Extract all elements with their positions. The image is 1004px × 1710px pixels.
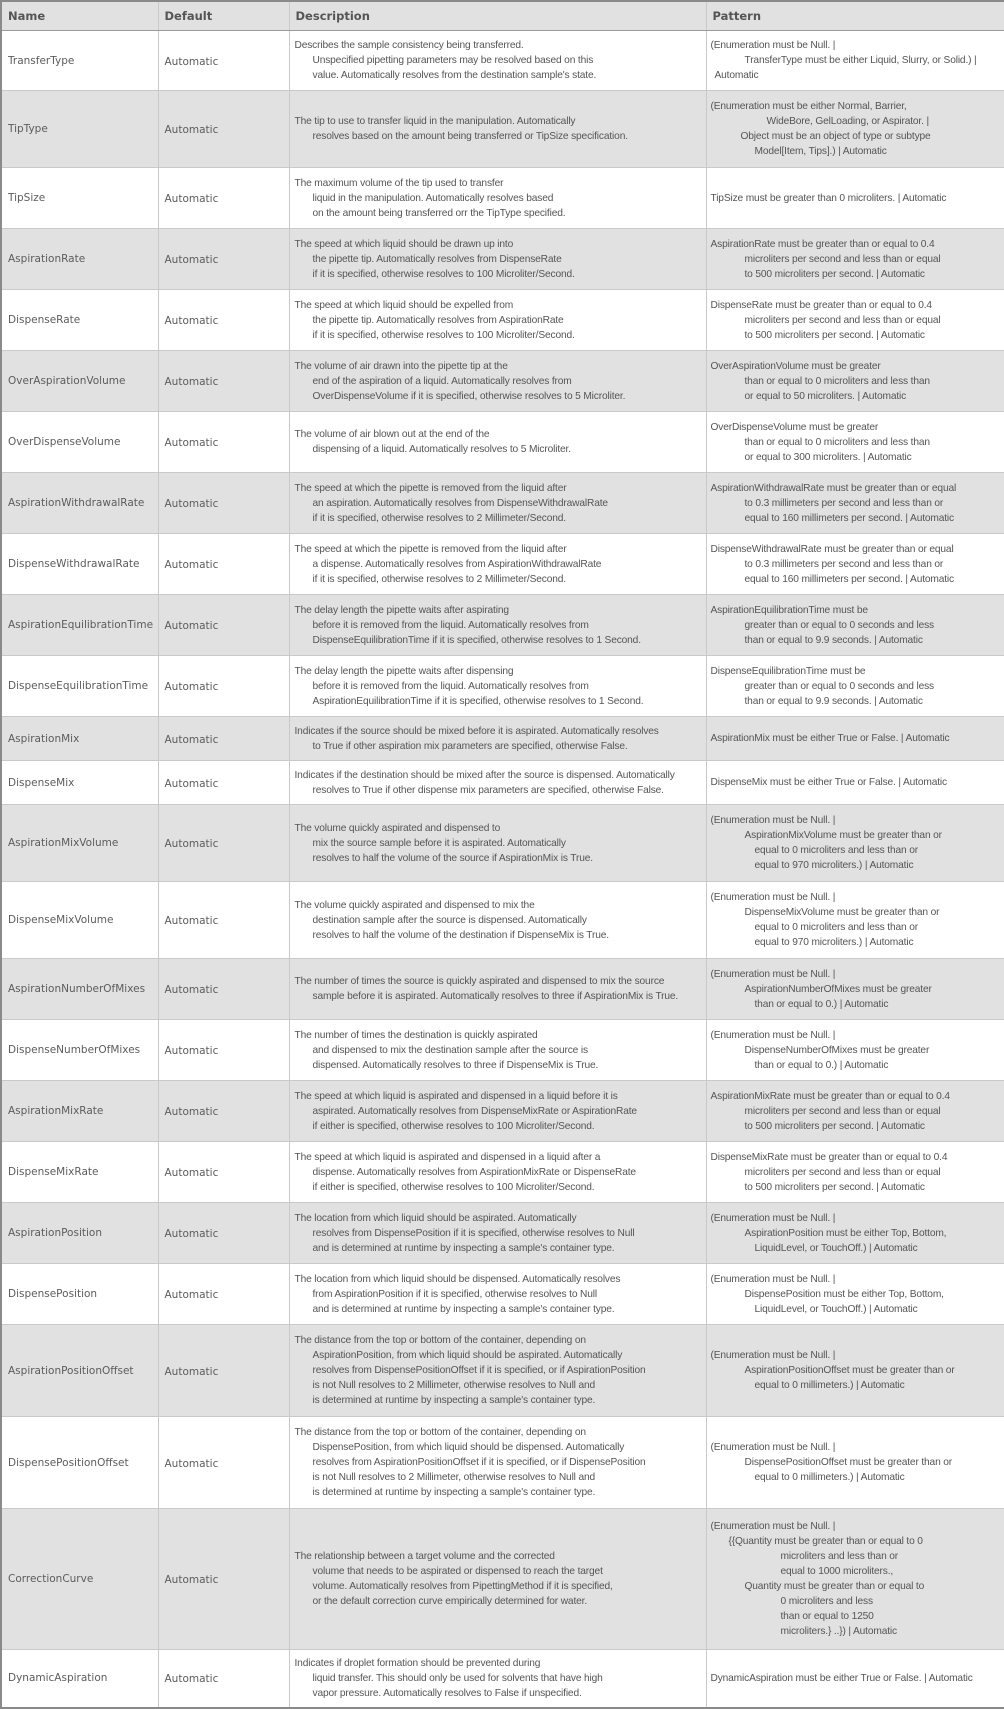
description-line: vapor pressure. Automatically resolves to False if unspecified. <box>312 1687 582 1699</box>
pattern-line: WideBore, GelLoading, or Aspirator. | <box>766 116 929 127</box>
option-description <box>289 761 706 805</box>
pattern-line: (Enumeration must be Null. | <box>710 40 836 51</box>
description-line: is determined at runtime by inspecting a sample's container type. <box>312 1395 596 1406</box>
description-line: a dispense. Automatically resolves from AspirationWithdrawalRate <box>312 558 602 570</box>
description-line: if it is specified, otherwise resolves to 2 Millimeter/Second. <box>312 512 566 524</box>
option-pattern <box>706 91 1004 168</box>
option-pattern <box>706 1081 1004 1142</box>
description-line: resolves from AspirationPositionOffset if it is specified, or if DispensePosition <box>312 1457 646 1468</box>
description-line: The speed at which liquid is aspirated and dispensed in a liquid before it is <box>294 1090 618 1102</box>
table-row <box>1 473 1004 534</box>
option-default: Automatic <box>158 1203 289 1264</box>
option-default: Automatic <box>158 1081 289 1142</box>
description-line: the pipette tip. Automatically resolves from DispenseRate <box>312 253 562 265</box>
option-description <box>289 1203 706 1264</box>
option-description <box>289 1081 706 1142</box>
option-description <box>289 656 706 717</box>
option-description <box>289 1264 706 1325</box>
option-description <box>289 882 706 959</box>
header-description: Description <box>289 1 706 31</box>
pattern-line: (Enumeration must be Null. | <box>710 1029 836 1041</box>
pattern-line: (Enumeration must be Null. | <box>710 968 836 980</box>
description-line: dispense. Automatically resolves from AspirationMixRate or DispenseRate <box>312 1166 636 1178</box>
table-row <box>1 229 1004 290</box>
option-name: AspirationNumberOfMixes <box>1 959 158 1020</box>
description-line: and dispensed to mix the destination sample after the source is <box>312 1044 588 1056</box>
option-default: Automatic <box>158 534 289 595</box>
table-row <box>1 1203 1004 1264</box>
pattern-line: AspirationRate must be greater than or equal to 0.4 <box>710 238 935 250</box>
description-line: resolves from DispensePositionOffset if it is specified, or if AspirationPosition <box>312 1365 646 1376</box>
header-name: Name <box>1 1 158 31</box>
pattern-line: greater than or equal to 0 seconds and less <box>744 680 935 692</box>
table-row <box>1 1020 1004 1081</box>
table-row <box>1 959 1004 1020</box>
description-line: volume. Automatically resolves from PipettingMethod if it is specified, <box>312 1581 613 1592</box>
description-line: aspirated. Automatically resolves from DispenseMixRate or AspirationRate <box>312 1105 637 1117</box>
option-name: DispenseMixVolume <box>1 882 158 959</box>
description-line: The distance from the top or bottom of the container, depending on <box>294 1427 586 1438</box>
description-line: is not Null resolves to 2 Millimeter, otherwise resolves to Null and <box>312 1472 596 1483</box>
option-description <box>289 534 706 595</box>
pattern-line: greater than or equal to 0 seconds and less <box>744 619 935 631</box>
option-default: Automatic <box>158 805 289 882</box>
description-line: liquid transfer. This should only be used for solvents that have high <box>312 1672 603 1684</box>
option-name: OverAspirationVolume <box>1 351 158 412</box>
description-line: if it is specified, otherwise resolves to 100 Microliter/Second. <box>312 329 575 341</box>
option-default: Automatic <box>158 959 289 1020</box>
option-pattern <box>706 31 1004 91</box>
pattern-line: or equal to 50 microliters. | Automatic <box>744 390 907 402</box>
option-pattern <box>706 1325 1004 1417</box>
description-line: sample before it is aspirated. Automatically resolves to three if AspirationMix is True. <box>312 991 679 1002</box>
pattern-line: microliters per second and less than or equal <box>744 314 941 326</box>
description-line: resolves to half the volume of the destination if DispenseMix is True. <box>312 929 609 941</box>
pattern-line: than or equal to 1250 <box>780 1611 874 1622</box>
option-description <box>289 959 706 1020</box>
description-line: an aspiration. Automatically resolves from DispenseWithdrawalRate <box>312 497 608 509</box>
option-pattern <box>706 595 1004 656</box>
option-description <box>289 412 706 473</box>
option-description <box>289 805 706 882</box>
pattern-line: LiquidLevel, or TouchOff.) | Automatic <box>754 1303 918 1315</box>
description-line: DispenseEquilibrationTime if it is specified, otherwise resolves to 1 Second. <box>312 634 641 646</box>
description-line: resolves to True if other dispense mix parameters are specified, otherwise False. <box>312 784 664 796</box>
option-name: TransferType <box>1 31 158 91</box>
pattern-line: DispenseEquilibrationTime must be <box>710 665 866 677</box>
table-row <box>1 91 1004 168</box>
pattern-line: equal to 0 millimeters.) | Automatic <box>754 1380 905 1391</box>
pattern-line: (Enumeration must be Null. | <box>710 1521 836 1532</box>
option-pattern <box>706 168 1004 229</box>
description-line: AspirationEquilibrationTime if it is specified, otherwise resolves to 1 Second. <box>312 695 644 707</box>
option-default: Automatic <box>158 1142 289 1203</box>
option-pattern <box>706 1417 1004 1509</box>
option-description <box>289 168 706 229</box>
pattern-line: (Enumeration must be Null. | <box>710 815 836 826</box>
option-pattern <box>706 717 1004 761</box>
pattern-line: to 500 microliters per second. | Automatic <box>744 329 925 341</box>
table-row <box>1 717 1004 761</box>
option-description <box>289 351 706 412</box>
pattern-line: DispenseMixVolume must be greater than or <box>744 907 940 918</box>
description-line: Indicates if the source should be mixed before it is aspirated. Automatically resolves <box>294 725 659 737</box>
pattern-line: DispenseNumberOfMixes must be greater <box>744 1044 930 1056</box>
description-line: Unspecified pipetting parameters may be resolved based on this <box>312 55 594 66</box>
option-name: AspirationMixVolume <box>1 805 158 882</box>
table-row <box>1 1264 1004 1325</box>
option-description <box>289 1650 706 1708</box>
pattern-line: equal to 160 millimeters per second. | Automatic <box>744 573 954 585</box>
option-name: DispenseRate <box>1 290 158 351</box>
description-line: The speed at which liquid is aspirated and dispensed in a liquid after a <box>294 1151 601 1163</box>
option-default: Automatic <box>158 1417 289 1509</box>
pattern-line: than or equal to 0 microliters and less than <box>744 436 930 448</box>
option-name: AspirationRate <box>1 229 158 290</box>
pattern-line: microliters and less than or <box>780 1551 899 1562</box>
option-description <box>289 1325 706 1417</box>
option-description <box>289 1142 706 1203</box>
pattern-line: DispenseMix must be either True or False. | Automatic <box>710 777 947 788</box>
description-line: OverDispenseVolume if it is specified, otherwise resolves to 5 Microliter. <box>312 390 626 402</box>
pattern-line: AspirationPosition must be either Top, Bottom, <box>744 1227 947 1239</box>
pattern-line: (Enumeration must be Null. | <box>710 1442 836 1453</box>
description-line: The speed at which the pipette is removed from the liquid after <box>294 482 567 494</box>
description-line: The location from which liquid should be aspirated. Automatically <box>294 1212 577 1224</box>
description-line: Describes the sample consistency being transferred. <box>294 40 524 51</box>
table-row <box>1 1509 1004 1650</box>
description-line: resolves from DispensePosition if it is specified, otherwise resolves to Null <box>312 1227 635 1239</box>
pattern-line: to 0.3 millimeters per second and less than or <box>744 558 944 570</box>
header-pattern: Pattern <box>706 1 1004 31</box>
table-row <box>1 805 1004 882</box>
description-line: The volume of air blown out at the end of the <box>294 429 490 440</box>
option-pattern <box>706 1650 1004 1708</box>
description-line: AspirationPosition, from which liquid should be aspirated. Automatically <box>312 1350 623 1361</box>
option-pattern <box>706 1509 1004 1650</box>
table-row <box>1 1650 1004 1708</box>
option-name: AspirationWithdrawalRate <box>1 473 158 534</box>
option-default: Automatic <box>158 412 289 473</box>
option-default: Automatic <box>158 595 289 656</box>
description-line: The volume of air drawn into the pipette tip at the <box>294 360 508 372</box>
option-pattern <box>706 656 1004 717</box>
option-name: DispenseEquilibrationTime <box>1 656 158 717</box>
pattern-line: 0 microliters and less <box>780 1596 873 1607</box>
option-name: DispenseNumberOfMixes <box>1 1020 158 1081</box>
description-line: value. Automatically resolves from the destination sample's state. <box>312 70 597 81</box>
description-line: if it is specified, otherwise resolves to 2 Millimeter/Second. <box>312 573 566 585</box>
description-line: the pipette tip. Automatically resolves from AspirationRate <box>312 314 564 326</box>
option-pattern <box>706 959 1004 1020</box>
option-default: Automatic <box>158 351 289 412</box>
pattern-line: DispenseRate must be greater than or equal to 0.4 <box>710 299 932 311</box>
description-line: if either is specified, otherwise resolves to 100 Microliter/Second. <box>312 1181 595 1193</box>
pattern-line: equal to 0 microliters and less than or <box>754 922 918 933</box>
option-pattern <box>706 290 1004 351</box>
pattern-line: or equal to 300 microliters. | Automatic <box>744 451 912 463</box>
option-name: TipSize <box>1 168 158 229</box>
description-line: The delay length the pipette waits after aspirating <box>294 604 509 616</box>
description-line: The relationship between a target volume and the corrected <box>294 1551 555 1562</box>
option-description <box>289 717 706 761</box>
header-row <box>1 1 1004 31</box>
pattern-line: AspirationPositionOffset must be greater than or <box>744 1365 955 1376</box>
option-default: Automatic <box>158 882 289 959</box>
option-default: Automatic <box>158 168 289 229</box>
option-default: Automatic <box>158 229 289 290</box>
description-line: The volume quickly aspirated and dispensed to mix the <box>294 899 535 911</box>
table-row <box>1 412 1004 473</box>
description-line: before it is removed from the liquid. Automatically resolves from <box>312 619 589 631</box>
description-line: The speed at which liquid should be expelled from <box>294 299 514 311</box>
description-line: liquid in the manipulation. Automatically resolves based <box>312 192 554 204</box>
option-default: Automatic <box>158 1325 289 1417</box>
description-line: destination sample after the source is dispensed. Automatically <box>312 914 587 926</box>
option-name: CorrectionCurve <box>1 1509 158 1650</box>
description-line: The distance from the top or bottom of the container, depending on <box>294 1335 586 1346</box>
pattern-line: to 500 microliters per second. | Automatic <box>744 268 925 280</box>
pattern-line: equal to 160 millimeters per second. | Automatic <box>744 512 954 524</box>
option-pattern <box>706 761 1004 805</box>
pattern-line: than or equal to 0.) | Automatic <box>754 998 889 1010</box>
description-line: The maximum volume of the tip used to transfer <box>294 177 504 189</box>
pattern-line: TipSize must be greater than 0 microliters. | Automatic <box>710 192 947 204</box>
description-line: and is determined at runtime by inspecting a sample's container type. <box>312 1303 615 1315</box>
pattern-line: AspirationMix must be either True or False. | Automatic <box>710 733 950 744</box>
option-name: AspirationMix <box>1 717 158 761</box>
description-line: The delay length the pipette waits after dispensing <box>294 665 514 677</box>
pattern-line: equal to 1000 microliters., <box>780 1566 894 1577</box>
pattern-line: DispenseMixRate must be greater than or equal to 0.4 <box>710 1151 948 1163</box>
option-default: Automatic <box>158 1020 289 1081</box>
table-row <box>1 1081 1004 1142</box>
pattern-line: Quantity must be greater than or equal to <box>744 1581 925 1592</box>
pattern-line: AspirationNumberOfMixes must be greater <box>744 983 932 995</box>
option-default: Automatic <box>158 1650 289 1708</box>
option-pattern <box>706 805 1004 882</box>
description-line: from AspirationPosition if it is specified, otherwise resolves to Null <box>312 1288 597 1300</box>
option-default: Automatic <box>158 290 289 351</box>
option-description <box>289 1020 706 1081</box>
option-pattern <box>706 1203 1004 1264</box>
pattern-line: than or equal to 9.9 seconds. | Automatic <box>744 695 923 707</box>
description-line: is determined at runtime by inspecting a sample's container type. <box>312 1487 596 1498</box>
header-default: Default <box>158 1 289 31</box>
table-row <box>1 882 1004 959</box>
description-line: The tip to use to transfer liquid in the manipulation. Automatically <box>294 116 576 127</box>
pattern-line: AspirationEquilibrationTime must be <box>710 604 868 616</box>
table-row <box>1 290 1004 351</box>
table-row <box>1 1417 1004 1509</box>
pattern-line: DispensePosition must be either Top, Bottom, <box>744 1288 944 1300</box>
table-row <box>1 656 1004 717</box>
pattern-line: DispensePositionOffset must be greater than or <box>744 1457 953 1468</box>
option-name: DispensePosition <box>1 1264 158 1325</box>
pattern-line: equal to 0 millimeters.) | Automatic <box>754 1472 905 1483</box>
option-description <box>289 31 706 91</box>
table-row <box>1 595 1004 656</box>
description-line: The location from which liquid should be dispensed. Automatically resolves <box>294 1273 621 1285</box>
pattern-line: microliters.} ..}) | Automatic <box>780 1626 897 1637</box>
pattern-line: than or equal to 9.9 seconds. | Automatic <box>744 634 923 646</box>
table-row <box>1 168 1004 229</box>
description-line: before it is removed from the liquid. Automatically resolves from <box>312 680 589 692</box>
table-row <box>1 1325 1004 1417</box>
pattern-line: (Enumeration must be Null. | <box>710 892 836 903</box>
pattern-line: Model[Item, Tips].) | Automatic <box>754 146 887 157</box>
pattern-line: to 500 microliters per second. | Automatic <box>744 1120 925 1132</box>
pattern-line: equal to 970 microliters.) | Automatic <box>754 860 914 871</box>
pattern-line: AspirationMixRate must be greater than or equal to 0.4 <box>710 1090 950 1102</box>
description-line: The number of times the destination is quickly aspirated <box>294 1029 538 1041</box>
option-description <box>289 91 706 168</box>
pattern-line: Object must be an object of type or subtype <box>740 131 931 142</box>
option-description <box>289 473 706 534</box>
description-line: resolves to half the volume of the source if AspirationMix is True. <box>312 852 593 864</box>
pattern-line: (Enumeration must be Null. | <box>710 1273 836 1285</box>
option-pattern <box>706 412 1004 473</box>
option-description <box>289 595 706 656</box>
option-default: Automatic <box>158 91 289 168</box>
option-name: DispenseMixRate <box>1 1142 158 1203</box>
pattern-line: (Enumeration must be either Normal, Barrier, <box>710 101 907 112</box>
pattern-line: Automatic <box>714 70 759 81</box>
pattern-line: than or equal to 0.) | Automatic <box>754 1059 889 1071</box>
description-line: to True if other aspiration mix parameters are specified, otherwise False. <box>312 740 628 752</box>
option-pattern <box>706 473 1004 534</box>
pattern-line: equal to 970 microliters.) | Automatic <box>754 937 914 948</box>
option-pattern <box>706 882 1004 959</box>
description-line: resolves based on the amount being transferred or TipSize specification. <box>312 131 628 142</box>
table-row <box>1 31 1004 91</box>
pattern-line: AspirationMixVolume must be greater than or <box>744 830 942 841</box>
description-line: if either is specified, otherwise resolves to 100 Microliter/Second. <box>312 1120 595 1132</box>
pattern-line: OverDispenseVolume must be greater <box>710 421 879 433</box>
pattern-line: to 500 microliters per second. | Automatic <box>744 1181 925 1193</box>
option-name: AspirationMixRate <box>1 1081 158 1142</box>
description-line: is not Null resolves to 2 Millimeter, otherwise resolves to Null and <box>312 1380 596 1391</box>
option-pattern <box>706 1142 1004 1203</box>
description-line: mix the source sample before it is aspirated. Automatically <box>312 837 566 849</box>
pattern-line: microliters per second and less than or equal <box>744 253 941 265</box>
option-description <box>289 290 706 351</box>
description-line: dispensing of a liquid. Automatically resolves to 5 Microliter. <box>312 444 571 455</box>
description-line: Indicates if the destination should be mixed after the source is dispensed. Automatically <box>294 769 675 781</box>
description-line: DispensePosition, from which liquid should be dispensed. Automatically <box>312 1442 625 1453</box>
option-default: Automatic <box>158 656 289 717</box>
pattern-line: DispenseWithdrawalRate must be greater than or equal <box>710 543 954 555</box>
option-name: AspirationPositionOffset <box>1 1325 158 1417</box>
option-default: Automatic <box>158 31 289 91</box>
option-default: Automatic <box>158 1509 289 1650</box>
pattern-line: OverAspirationVolume must be greater <box>710 360 881 372</box>
table-row <box>1 761 1004 805</box>
description-line: dispensed. Automatically resolves to three if DispenseMix is True. <box>312 1059 599 1071</box>
option-pattern <box>706 1264 1004 1325</box>
pattern-line: AspirationWithdrawalRate must be greater than or equal <box>710 482 957 494</box>
description-line: The speed at which the pipette is removed from the liquid after <box>294 543 567 555</box>
option-name: AspirationPosition <box>1 1203 158 1264</box>
pattern-line: than or equal to 0 microliters and less than <box>744 375 930 387</box>
pattern-line: microliters per second and less than or equal <box>744 1105 941 1117</box>
description-line: if it is specified, otherwise resolves to 100 Microliter/Second. <box>312 268 575 280</box>
pattern-line: LiquidLevel, or TouchOff.) | Automatic <box>754 1242 918 1254</box>
option-name: TipType <box>1 91 158 168</box>
option-pattern <box>706 534 1004 595</box>
description-line: volume that needs to be aspirated or dispensed to reach the target <box>312 1566 603 1577</box>
pattern-line: TransferType must be either Liquid, Slurry, or Solid.) | <box>744 55 977 66</box>
option-description <box>289 229 706 290</box>
description-line: The number of times the source is quickly aspirated and dispensed to mix the source <box>294 976 665 987</box>
option-name: DispenseMix <box>1 761 158 805</box>
description-line: end of the aspiration of a liquid. Automatically resolves from <box>312 375 572 387</box>
pattern-line: (Enumeration must be Null. | <box>710 1212 836 1224</box>
table-row <box>1 1142 1004 1203</box>
option-default: Automatic <box>158 473 289 534</box>
description-line: or the default correction curve empirically determined for water. <box>312 1596 587 1607</box>
option-name: DispenseWithdrawalRate <box>1 534 158 595</box>
pattern-line: equal to 0 microliters and less than or <box>754 845 918 856</box>
description-line: The volume quickly aspirated and dispensed to <box>294 822 501 834</box>
option-name: AspirationEquilibrationTime <box>1 595 158 656</box>
option-pattern <box>706 351 1004 412</box>
option-name: DispensePositionOffset <box>1 1417 158 1509</box>
pattern-line: DynamicAspiration must be either True or False. | Automatic <box>710 1672 973 1684</box>
option-name: DynamicAspiration <box>1 1650 158 1708</box>
option-name: OverDispenseVolume <box>1 412 158 473</box>
option-default: Automatic <box>158 1264 289 1325</box>
description-line: and is determined at runtime by inspecting a sample's container type. <box>312 1242 615 1254</box>
pattern-line: to 0.3 millimeters per second and less than or <box>744 497 944 509</box>
pattern-line: microliters per second and less than or equal <box>744 1166 941 1178</box>
pattern-line: {{Quantity must be greater than or equal to 0 <box>728 1536 923 1547</box>
table-row <box>1 351 1004 412</box>
table-row <box>1 534 1004 595</box>
option-pattern <box>706 229 1004 290</box>
pattern-line: (Enumeration must be Null. | <box>710 1350 836 1361</box>
option-pattern <box>706 1020 1004 1081</box>
option-description <box>289 1417 706 1509</box>
option-default: Automatic <box>158 717 289 761</box>
description-line: The speed at which liquid should be drawn up into <box>294 238 514 250</box>
option-default: Automatic <box>158 761 289 805</box>
description-line: Indicates if droplet formation should be prevented during <box>294 1657 541 1669</box>
description-line: on the amount being transferred orr the TipType specified. <box>312 207 566 219</box>
option-description <box>289 1509 706 1650</box>
